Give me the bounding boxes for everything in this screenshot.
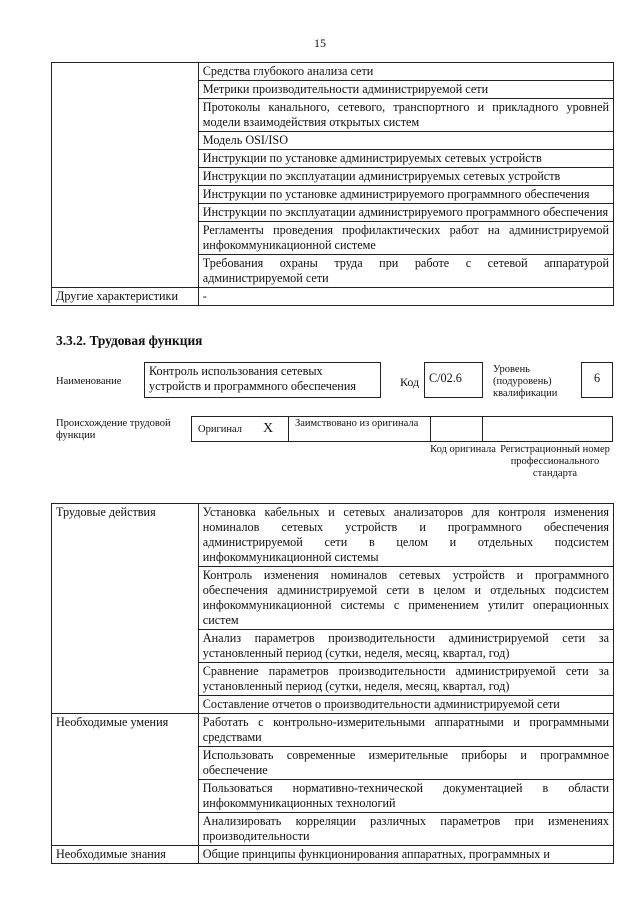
table-cell: Протоколы канального, сетевого, транспортного и прикладного уровней модели взаимодействия открытых систем — [198, 99, 613, 132]
row-label: Другие характеристики — [52, 288, 199, 306]
level-label: Уровень (подуровень) квалификации — [493, 364, 558, 399]
table-row — [52, 714, 614, 747]
table-cell: Инструкции по установке администрируемых сетевых устройств — [198, 150, 613, 168]
name-value: Контроль использования сетевых устройств и программного обеспечения — [149, 364, 356, 393]
level-value: 6 — [593, 371, 601, 385]
table-row — [52, 63, 614, 81]
origin-label: Происхождение трудовой функции — [56, 418, 171, 441]
code-original-box — [430, 416, 483, 442]
table-cell: Модель OSI/ISO — [198, 132, 613, 150]
code-value: C/02.6 — [429, 371, 462, 385]
table-cell: Контроль изменения номиналов сетевых устройств и программного обеспечения администрируемой сети в целом и отдельных подсистем инфокоммуникационной системы с применением утилит операционных систем — [198, 567, 613, 630]
table-cell: Работать с контрольно-измерительными аппаратными и программными средствами — [198, 714, 613, 747]
table-cell: Анализ параметров производительности администрируемой сети за установленный период (сутки, неделя, месяц, квартал, год) — [198, 630, 613, 663]
name-label: Наименование — [56, 376, 122, 387]
table-cell: Метрики производительности администрируемой сети — [198, 81, 613, 99]
table-cell: Инструкции по установке администрируемого программного обеспечения — [198, 186, 613, 204]
table-row — [52, 288, 614, 306]
original-box — [191, 416, 289, 442]
row-label: Необходимые умения — [52, 714, 199, 846]
table-row — [52, 846, 614, 864]
row-label: Трудовые действия — [52, 504, 199, 714]
reg-number-caption: Регистрационный номер профессионального стандарта — [500, 444, 610, 479]
table-cell: Сравнение параметров производительности администрируемой сети за установленный период (сутки, неделя, месяц, квартал, год) — [198, 663, 613, 696]
table-cell: Использовать современные измерительные приборы и программное обеспечение — [198, 747, 613, 780]
code-original-caption: Код оригинала — [430, 444, 496, 455]
page-number: 15 — [314, 36, 326, 50]
name-value-box — [144, 362, 381, 398]
original-label: Оригинал — [198, 424, 242, 435]
borrowed-box — [288, 416, 431, 442]
reg-number-box — [482, 416, 613, 442]
table-cell: Инструкции по эксплуатации администрируемых сетевых устройств — [198, 168, 613, 186]
level-value-box — [581, 362, 613, 398]
knowledge-table-continued — [51, 62, 614, 306]
labor-function-table — [51, 503, 614, 864]
table-cell: Установка кабельных и сетевых анализаторов для контроля изменения номиналов сетевых устройств и программного обеспечения администрируемой сети в целом и отдельных подсистем инфокоммуникационной системы — [198, 504, 613, 567]
table-cell: Средства глубокого анализа сети — [198, 63, 613, 81]
table-cell: Инструкции по эксплуатации администрируемого программного обеспечения — [198, 204, 613, 222]
borrowed-label: Заимствовано из оригинала — [295, 418, 419, 429]
table-cell: Анализировать корреляции различных параметров при изменениях производительности — [198, 813, 613, 846]
table-cell: Общие принципы функционирования аппаратных, программных и — [198, 846, 613, 864]
table-cell: Требования охраны труда при работе с сетевой аппаратурой администрируемой сети — [198, 255, 613, 288]
table-cell: Составление отчетов о производительности администрируемой сети — [198, 696, 613, 714]
code-value-box — [424, 362, 483, 398]
table-cell: Регламенты проведения профилактических работ на администрируемой инфокоммуникационной системе — [198, 222, 613, 255]
table-cell: - — [198, 288, 613, 306]
code-label: Код — [400, 375, 420, 389]
row-label: Необходимые знания — [52, 846, 199, 864]
table-row — [52, 504, 614, 567]
row-label — [52, 63, 199, 288]
section-heading: 3.3.2. Трудовая функция — [56, 333, 203, 348]
table-cell: Пользоваться нормативно-технической документацией в области инфокоммуникационных технологий — [198, 780, 613, 813]
original-mark: X — [263, 421, 274, 436]
